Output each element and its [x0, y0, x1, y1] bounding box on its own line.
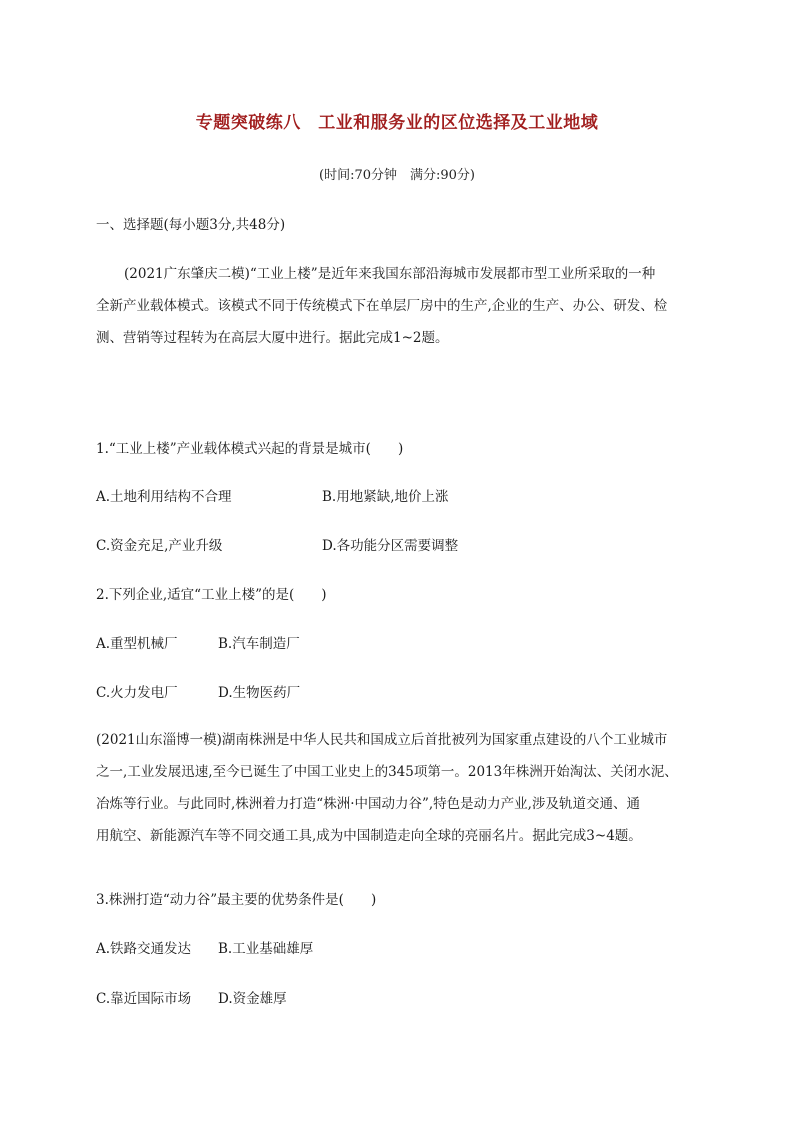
- option-c[interactable]: C.资金充足,产业升级: [96, 538, 223, 554]
- question-3-stem: 3.株洲打造“动力谷”最主要的优势条件是( ): [96, 892, 377, 908]
- passage-1: [96, 258, 700, 354]
- question-2-options-row-1: [96, 632, 300, 652]
- passage-line: 用航空、新能源汽车等不同交通工具,成为中国制造走向全球的亮丽名片。据此完成3~4题。: [96, 828, 642, 844]
- question-2-options-row-2: [96, 681, 300, 701]
- option-b[interactable]: B.用地紧缺,地价上涨: [322, 489, 449, 505]
- option-b[interactable]: B.工业基础雄厚: [218, 941, 314, 957]
- question-1-options-row-2: [96, 534, 458, 554]
- question-1-options-row-1: [96, 485, 449, 505]
- option-c[interactable]: C.靠近国际市场: [96, 991, 192, 1007]
- passage-line: 全新产业载体模式。该模式不同于传统模式下在单层厂房中的生产,企业的生产、办公、研发、检: [96, 298, 668, 314]
- question-3-options-row-1: [96, 937, 313, 957]
- time-score-info: (时间:70分钟 满分:90分): [319, 168, 475, 183]
- question-1-stem: 1.“工业上楼”产业载体模式兴起的背景是城市( ): [96, 441, 404, 457]
- option-c[interactable]: C.火力发电厂: [96, 685, 178, 701]
- passage-line: 之一,工业发展迅速,至今已诞生了中国工业史上的345项第一。2013年株洲开始淘汰、关闭水泥、: [96, 764, 678, 780]
- option-b[interactable]: B.汽车制造厂: [218, 636, 300, 652]
- option-d[interactable]: D.资金雄厚: [218, 991, 287, 1007]
- page-title: 专题突破练八 工业和服务业的区位选择及工业地域: [195, 113, 599, 133]
- passage-line: 冶炼等行业。与此同时,株洲着力打造“株洲·中国动力谷”,特色是动力产业,涉及轨道交通、通: [96, 796, 640, 812]
- passage-line: (2021广东肇庆二模)“工业上楼”是近年来我国东部沿海城市发展都市型工业所采取的一种: [124, 266, 656, 282]
- passage-line: 测、营销等过程转为在高层大厦中进行。据此完成1~2题。: [96, 330, 449, 346]
- passage-2: [96, 724, 700, 852]
- option-d[interactable]: D.生物医药厂: [218, 685, 301, 701]
- question-3-options-row-2: [96, 987, 287, 1007]
- option-a[interactable]: A.土地利用结构不合理: [96, 489, 232, 505]
- section-heading: 一、选择题(每小题3分,共48分): [96, 217, 286, 233]
- question-2-stem: 2.下列企业,适宜“工业上楼”的是( ): [96, 587, 327, 603]
- passage-line: (2021山东淄博一模)湖南株洲是中华人民共和国成立后首批被列为国家重点建设的八个工业城市: [96, 732, 668, 748]
- option-d[interactable]: D.各功能分区需要调整: [322, 538, 459, 554]
- option-a[interactable]: A.重型机械厂: [96, 636, 178, 652]
- option-a[interactable]: A.铁路交通发达: [96, 941, 192, 957]
